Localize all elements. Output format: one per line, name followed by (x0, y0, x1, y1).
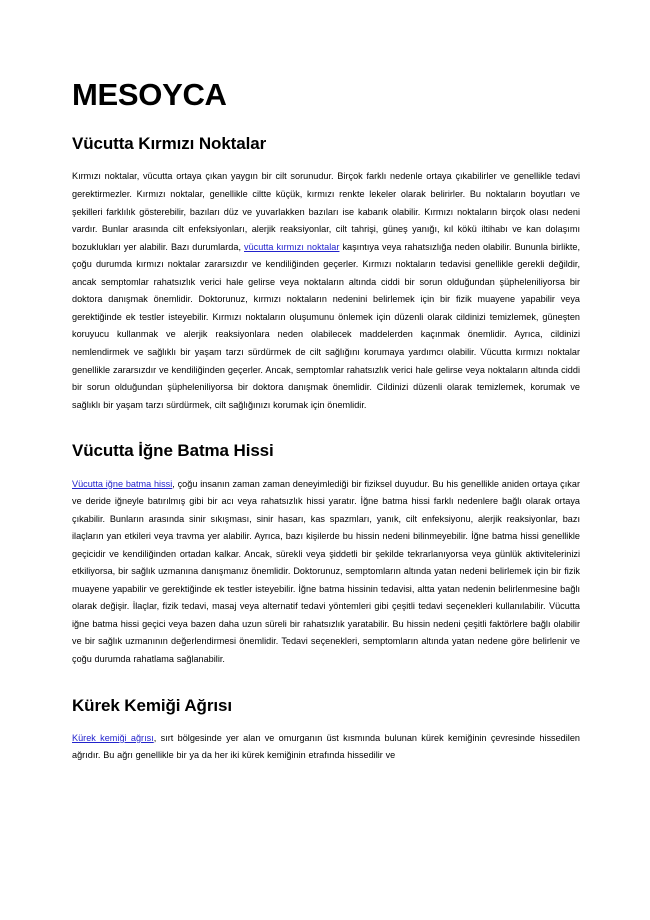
spacer-2 (72, 669, 580, 696)
paragraph-1-text-before-link: Kırmızı noktalar, vücutta ortaya çıkan yaygın bir cilt sorunudur. Birçok farklı nedenle ortaya çıkabilirler ve genellikle tedavi gerektirmezler. Kırmızı noktalar, genellikle ciltte küçük, kırmızı renkte lekeler olarak belirirler. Bu noktaların boyutları ve şekilleri farklılık gösterebilir, bazıları düz ve yuvarlakken bazıları ise kabarık olabilir. Kırmızı noktaların birçok olası nedeni vardır. Bunlar arasında cilt enfeksiyonları, alerjik reaksiyonlar, cilt tahrişi, güneş yanığı, kıl kökü iltihabı ve kan dolaşımı bozuklukları yer alabilir. Bazı durumlarda, (72, 171, 580, 252)
link-kurek-kemigi-agrisi[interactable]: Kürek kemiği ağrısı (72, 732, 154, 743)
paragraph-1-text-after-link: kaşıntıya veya rahatsızlığa neden olabilir. Bununla birlikte, çoğu durumda kırmızı noktalar zararsızdır ve kendiliğinden geçerler. Kırmızı noktaların tedavisi genellikle gerekli değildir, ancak semptomlar rahatsızlık verici hale gelirse veya noktaların altında ciddi bir sorun olduğundan şüpheleniliyorsa bir doktora danışmak önemlidir. Doktorunuz, kırmızı noktaların nedenini belirlemek için bir fizik muayene yapabilir veya gerektiğinde ek testler isteyebilir. Kırmızı noktaların oluşumunu önlemek için düzenli olarak cildinizi temizlemek, güneşten koruyucu kullanmak ve alerjik reaksiyonlara neden olabilecek maddelerden kaçınmak önemlidir. Ayrıca, cildinizi nemlendirmek ve sağlıklı bir yaşam tarzı sürdürmek de cilt sağlığını korumaya yardımcı olabilir. Vücutta kırmızı noktalar genellikle zararsızdır ve kendiliğinden geçerler. Ancak, semptomlar rahatsızlık verici hale gelirse veya noktaların altında ciddi bir sorun olduğundan şüpheleniliyorsa bir doktora danışmak önemlidir. Cildinizi düzenli olarak temizlemek, korumak ve sağlıklı bir yaşam tarzı sürdürmek, cilt sağlığınızı korumak için önemlidir. (72, 241, 580, 410)
link-vucutta-kirmizi-noktalar[interactable]: vücutta kırmızı noktalar (244, 241, 340, 252)
section-heading-2: Vücutta İğne Batma Hissi (72, 441, 274, 461)
section-vucutta-kirmizi-noktalar (72, 134, 580, 414)
section-kurek-kemigi-agrisi (72, 696, 580, 765)
page-title: MESOYCA (72, 77, 227, 112)
section-heading-3: Kürek Kemiği Ağrısı (72, 695, 232, 715)
section-paragraph-3 (72, 730, 580, 765)
section-heading-1: Vücutta Kırmızı Noktalar (72, 134, 267, 154)
paragraph-2-text-after-link: , çoğu insanın zaman zaman deneyimlediği bir fiziksel duyudur. Bu his genellikle aniden ortaya çıkar ve deride iğneyle batırılmış gibi bir acı veya rahatsızlık hissi yaratır. İğne batma hissi farklı nedenlere bağlı olarak ortaya çıkabilir. Bunların arasında sinir sıkışması, sinir hasarı, kas spazmları, yanık, cilt enfeksiyonu, alerjik reaksiyonlar, bazı ilaçların yan etkileri veya travma yer alabilir. Ayrıca, bazı kişilerde bu hissin nedeni bilinmeyebilir. İğne batma hissi genellikle geçicidir ve kendiliğinden ortadan kalkar. Ancak, sürekli veya şiddetli bir şekilde tekrarlanıyorsa veya günlük aktivitelerinizi etkiliyorsa, bir sağlık uzmanına danışmanız önemlidir. Doktorunuz, semptomların altında yatan nedeni belirlemek için bir fizik muayene yapabilir ve gerektiğinde ek testler isteyebilir. İğne batma hissinin tedavisi, altta yatan nedenin belirlenmesine bağlı olarak değişir. İlaçlar, fizik tedavi, masaj veya alternatif tedavi yöntemleri gibi çeşitli tedavi seçenekleri kullanılabilir. Vücutta iğne batma hissi geçici veya bazen daha uzun süreli bir rahatsızlık yaratabilir. Bu hissin nedeni çeşitli faktörlere bağlı olabilir ve bir sağlık uzmanının değerlendirmesi önemlidir. Tedavi seçenekleri, semptomların altında yatan nedene göre belirlenir ve çoğu durumda rahatlama sağlanabilir. (72, 478, 580, 664)
section-vucutta-igne-batma-hissi (72, 441, 580, 668)
section-paragraph-2 (72, 476, 580, 669)
link-vucutta-igne-batma-hissi[interactable]: Vücutta iğne batma hissi (72, 478, 173, 489)
section-paragraph-1 (72, 168, 580, 414)
spacer-1 (72, 414, 580, 441)
paragraph-3-text-after-link: , sırt bölgesinde yer alan ve omurganın üst kısmında bulunan kürek kemiğinin çevresinde hissedilen ağrıdır. Bu ağrı genellikle bir ya da her iki kürek kemiğinin etrafında hissedilir ve (72, 732, 580, 761)
